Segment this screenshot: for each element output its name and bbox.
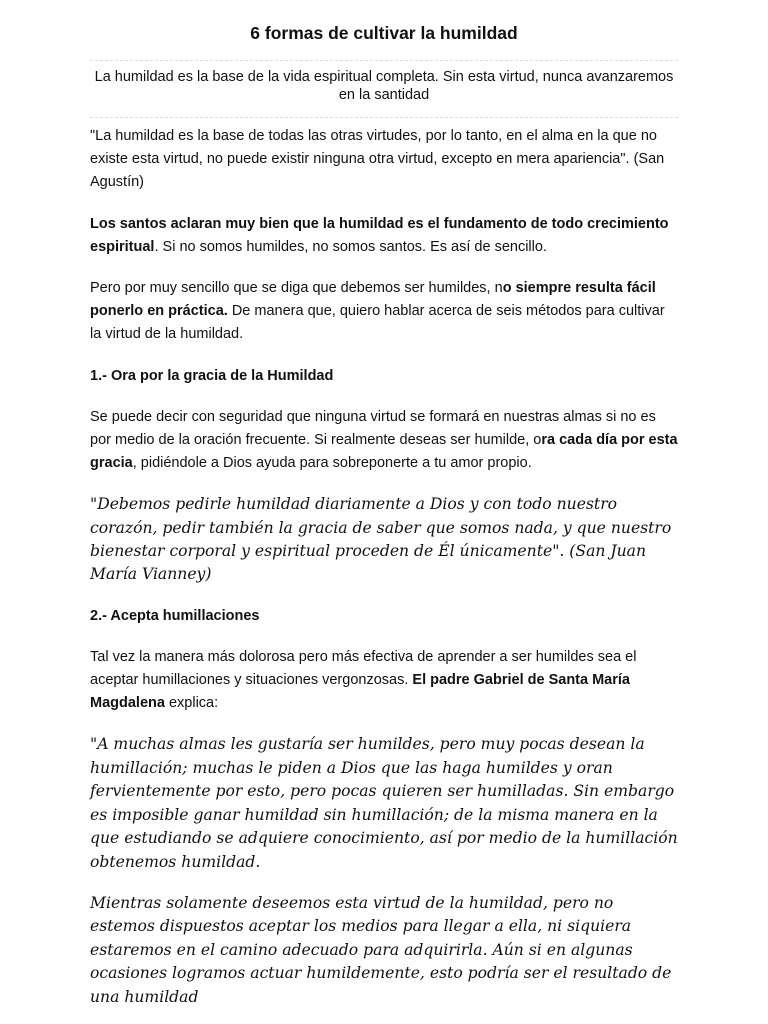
section-heading-1: 1.- Ora por la gracia de la Humildad <box>90 367 334 384</box>
practice-paragraph <box>90 277 678 347</box>
document-body <box>90 125 678 1009</box>
prayer-text-a: Se puede decir con seguridad que ninguna virtud se formará en nuestras almas si no es por medio de la oración frecuente. Si realmente deseas ser humilde, o <box>90 408 656 448</box>
humiliation-text-b: explica: <box>164 695 219 712</box>
quote-close-mark: ". <box>552 542 565 561</box>
divider-bottom <box>90 117 678 118</box>
prayer-text-b: , pidiéndole a Dios ayuda para sobreponerte a tu amor propio. <box>132 455 532 472</box>
document-page <box>90 0 678 1009</box>
quote-open-mark: " <box>90 495 98 514</box>
document-subtitle: La humildad es la base de la vida espiritual completa. Sin esta virtud, nunca avanzaremos en la santidad <box>94 69 674 103</box>
practice-text-b: De manera que, quiero hablar acerca de seis métodos para cultivar la virtud de la humildad. <box>90 303 665 343</box>
vianney-quote-source: (San Juan María Vianney) <box>90 542 646 584</box>
saints-bold-text: Los santos aclaran muy bien que la humildad es el fundamento de todo crecimiento espiritual <box>90 215 669 255</box>
saints-text: . Si no somos humildes, no somos santos. Es así de sencillo. <box>154 238 547 255</box>
humiliation-text-a: Tal vez la manera más dolorosa pero más efectiva de aprender a ser humildes sea el aceptar humillaciones y situaciones vergonzosas. <box>90 648 637 689</box>
practice-bold-text: o siempre resulta fácil ponerlo en práctica. <box>90 280 656 320</box>
divider-top <box>90 60 678 61</box>
saints-paragraph <box>90 213 678 259</box>
gabriel-quote-continued: Mientras solamente deseemos esta virtud de la humildad, pero no estemos dispuestos aceptar los medios para llegar a ella, ni siquiera estaremos en el camino adecuado para adquirirla. Aún si en algunas ocasiones logramos actuar humildemente, esto podría ser el resultado de una humildad <box>90 893 672 1006</box>
prayer-paragraph <box>90 406 678 476</box>
section-heading-2: 2.- Acepta humillaciones <box>90 607 260 624</box>
gabriel-quote-text: A muchas almas les gustaría ser humildes, pero muy pocas desean la humillación; muchas le piden a Dios que las haga humildes y oran fervientemente por esto, pero pocas quieren ser humilladas. Sin embargo es imposible ganar humildad sin humillación; de la misma manera en la que estudiando se adquiere conocimiento, así por medio de la humillación obtenemos humildad. <box>90 735 678 871</box>
gabriel-quote <box>90 733 678 873</box>
humiliation-bold-text: El padre Gabriel de Santa María Magdalena <box>90 672 630 712</box>
humiliation-paragraph <box>90 646 678 716</box>
prayer-bold-text: ra cada día por esta gracia <box>90 431 678 472</box>
practice-text-a: Pero por muy sencillo que se diga que debemos ser humildes, n <box>90 280 503 297</box>
quote-open-mark-2: " <box>90 735 98 754</box>
vianney-quote-text: Debemos pedirle humildad diariamente a Dios y con todo nuestro corazón, pedir también la gracia de saber que somos nada, y que nuestro bienestar corporal y espiritual proceden de Él únicamente <box>90 495 672 561</box>
document-title: 6 formas de cultivar la humildad <box>250 23 518 43</box>
vianney-quote <box>90 493 678 587</box>
augustine-quote-paragraph: "La humildad es la base de todas las otras virtudes, por lo tanto, en el alma en la que no existe esta virtud, no puede existir ninguna otra virtud, excepto en mera apariencia". (San Agustín) <box>90 128 665 191</box>
